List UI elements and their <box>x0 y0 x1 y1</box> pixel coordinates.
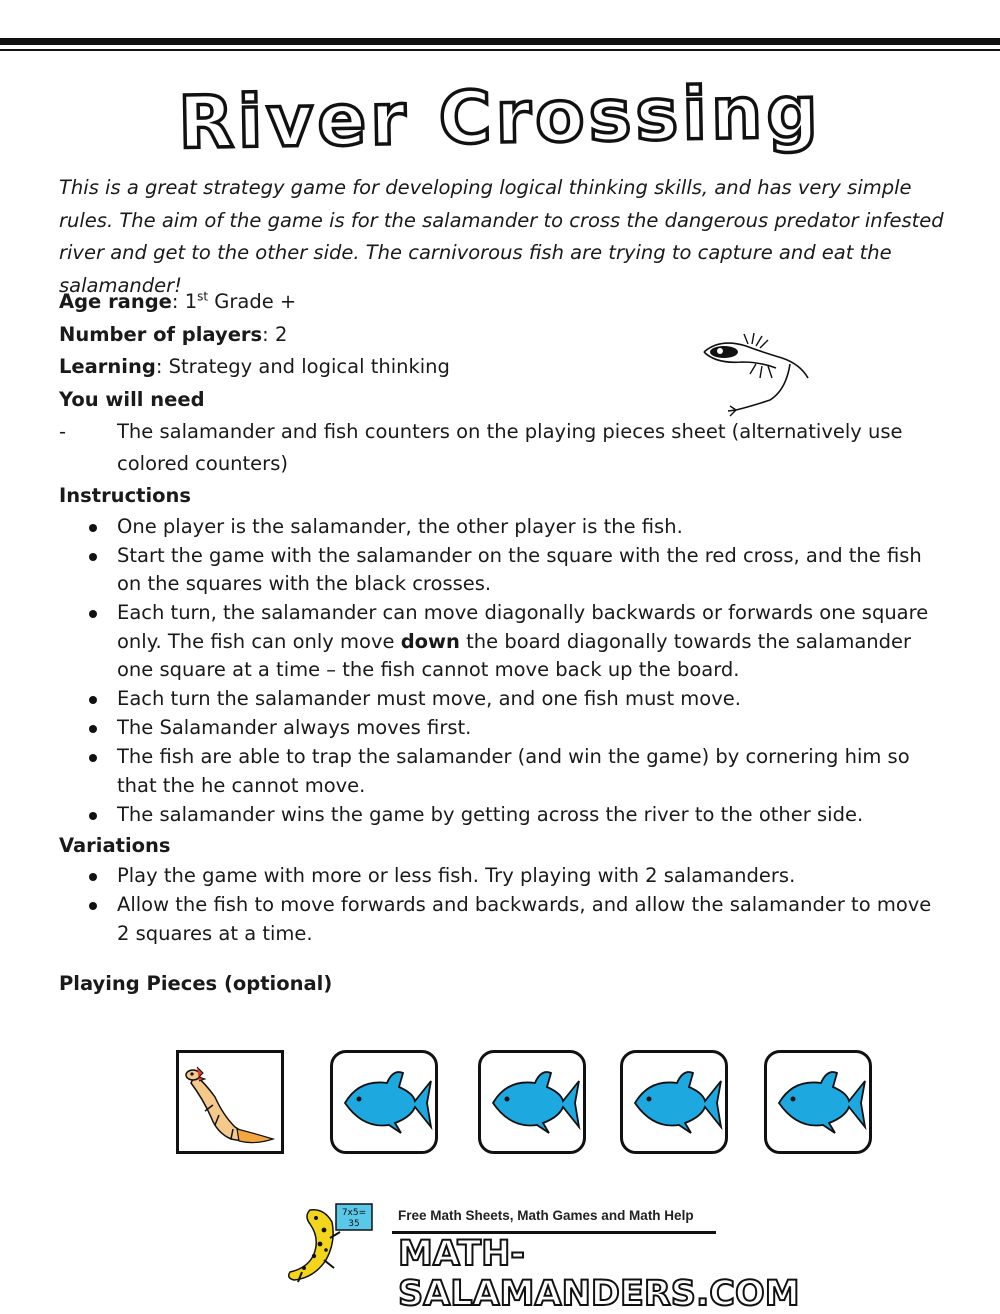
list-item <box>59 685 949 714</box>
list-item <box>59 862 949 891</box>
bullet-icon <box>89 754 97 762</box>
bullet-icon <box>89 812 97 820</box>
instruction-text: the board diagonally towards the salamander one square at a time – the fish cannot move back up the board. <box>117 629 912 681</box>
age-range-grade: Grade + <box>208 290 297 313</box>
instruction-text: The salamander wins the game by getting across the river to the other side. <box>117 802 864 826</box>
list-item <box>59 714 949 743</box>
footer-logo <box>280 1198 800 1314</box>
players-label: Number of players <box>59 322 263 346</box>
footer-brand-text: MATH-SALAMANDERS.COM <box>398 1234 800 1314</box>
instruction-text: Each turn, the salamander can move diagonally backwards or forwards one square only. <box>117 601 929 653</box>
page-title <box>120 68 880 168</box>
bullet-icon <box>89 610 97 618</box>
list-item <box>59 513 949 542</box>
instruction-text: The Salamander always moves first. <box>117 716 472 739</box>
playing-pieces-heading: Playing Pieces (optional) <box>59 972 333 995</box>
salamander-logo-icon <box>280 1198 390 1284</box>
needs-list <box>59 416 949 480</box>
players-row: Number of players: 2 <box>59 322 288 346</box>
list-item <box>59 801 949 830</box>
instruction-text: The fish can only move <box>167 629 395 653</box>
instruction-emphasis: down <box>400 629 460 653</box>
instructions-heading: Instructions <box>59 484 192 507</box>
bullet-icon <box>89 725 97 733</box>
list-item <box>59 416 949 480</box>
dash-marker: - <box>59 420 67 443</box>
variation-text: Allow the fish to move forwards and backwards, and allow the salamander to move 2 squares at a time. <box>117 893 932 945</box>
fish-piece <box>330 1050 438 1154</box>
top-rule-thin <box>0 49 1000 51</box>
instruction-text: Each turn the salamander must move, and one fish must move. <box>117 687 741 710</box>
salamander-sketch-icon <box>690 330 820 420</box>
badge-line-2: 35 <box>348 1219 360 1229</box>
variations-heading: Variations <box>59 833 171 857</box>
instruction-text: One player is the salamander, the other player is the fish. <box>117 514 683 538</box>
bullet-icon <box>89 902 97 910</box>
fish-piece <box>620 1050 728 1154</box>
bullet-icon <box>89 696 97 704</box>
instruction-text: Start the game with the salamander on the square with the red cross, and the fish on the squares with the black crosses. <box>117 543 922 595</box>
badge-line-1: 7x5= <box>341 1208 367 1218</box>
list-item <box>59 599 949 685</box>
bullet-icon <box>89 553 97 561</box>
salamander-piece <box>176 1050 284 1154</box>
players-value: 2 <box>274 322 288 346</box>
instructions-list <box>59 513 949 830</box>
fish-piece <box>764 1050 872 1154</box>
list-item <box>59 542 949 599</box>
need-item-text: The salamander and fish counters on the playing pieces sheet (alternatively use colored counters) <box>117 420 903 475</box>
list-item <box>59 891 949 948</box>
age-range-suffix: st <box>197 289 209 304</box>
instruction-text: The fish are able to trap the salamander (and win the game) by cornering him so that the he cannot move. <box>117 745 910 797</box>
fish-piece <box>478 1050 586 1154</box>
bullet-icon <box>89 524 97 532</box>
learning-label: Learning <box>59 355 156 378</box>
top-rule-thick <box>0 38 1000 45</box>
variations-list <box>59 862 949 948</box>
footer-tagline: Free Math Sheets, Math Games and Math Help <box>398 1208 694 1223</box>
age-range-number: 1 <box>184 290 198 313</box>
learning-value: Strategy and logical thinking <box>168 355 450 378</box>
variation-text: Play the game with more or less fish. Try playing with 2 salamanders. <box>117 864 796 887</box>
you-will-need-heading: You will need <box>59 387 205 411</box>
learning-row: Learning: Strategy and logical thinking <box>59 355 450 378</box>
intro-paragraph: This is a great strategy game for developing logical thinking skills, and has very simple rules. The aim of the game is for the salamander to cross the dangerous predator infested river and get to the other side. The carnivorous fish are trying to capture and eat the salamander! <box>59 176 944 297</box>
age-range-label: Age range <box>59 290 172 313</box>
title-text: River Crossing <box>177 69 823 165</box>
bullet-icon <box>89 873 97 881</box>
list-item <box>59 743 949 800</box>
age-range-row: Age range: 1st Grade + <box>59 289 297 313</box>
